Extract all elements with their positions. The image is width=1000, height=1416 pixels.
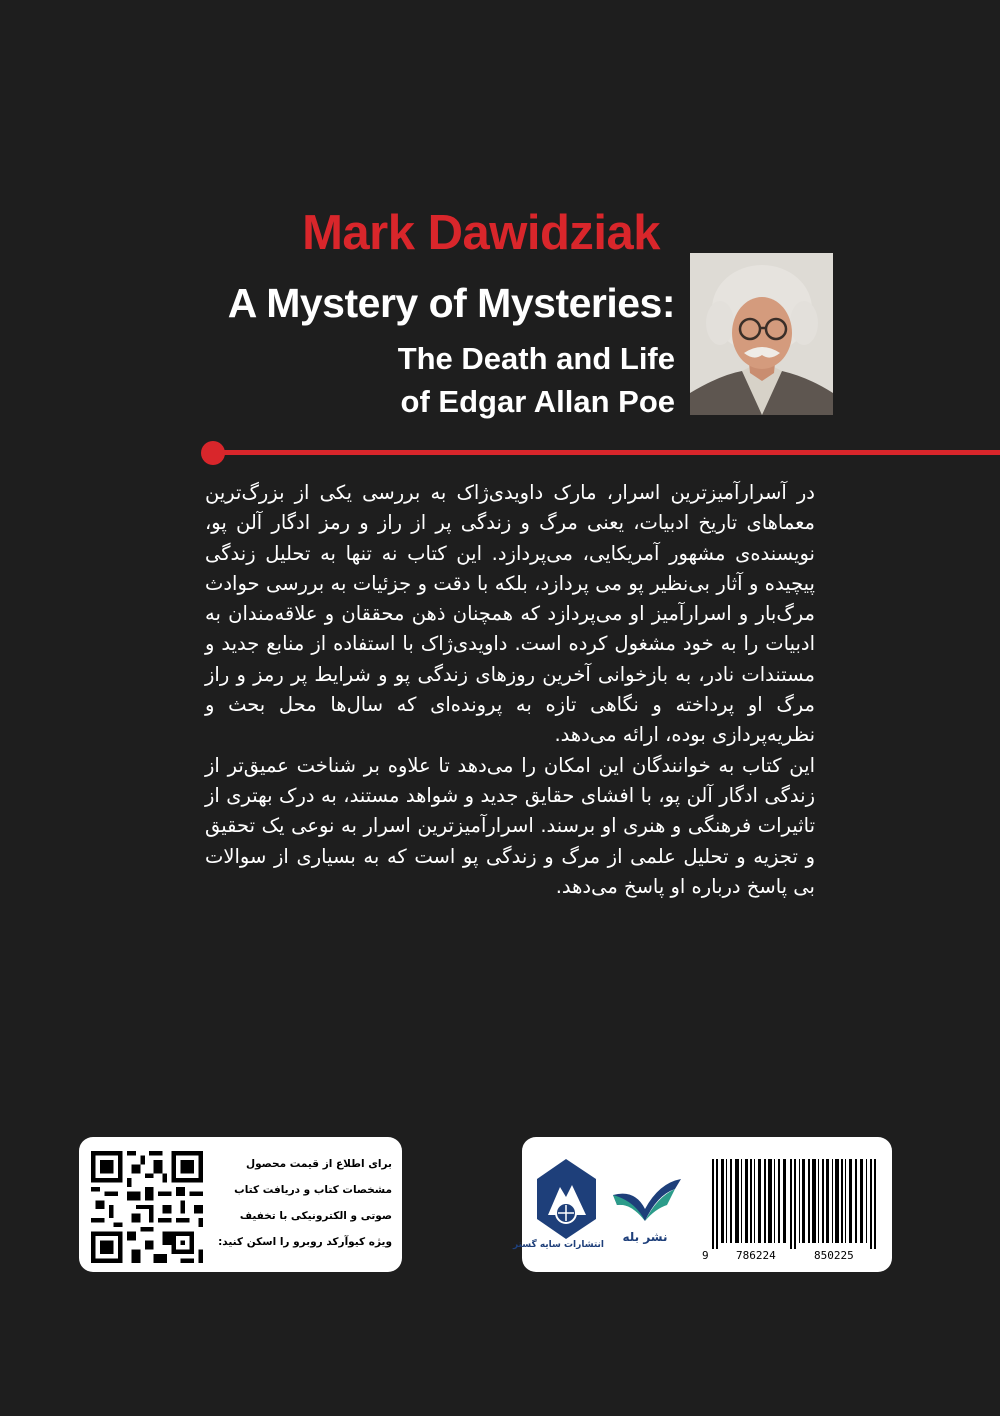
book-title: A Mystery of Mysteries: bbox=[227, 280, 675, 326]
qr-code[interactable] bbox=[91, 1151, 203, 1263]
red-divider-line bbox=[210, 450, 1000, 455]
isbn-barcode bbox=[704, 1159, 884, 1249]
book-subtitle bbox=[398, 337, 675, 423]
author-name: Mark Dawidziak bbox=[302, 206, 660, 260]
publisher-2-name: نشر بله bbox=[622, 1230, 668, 1244]
qr-instruction-line-1: برای اطلاع از قیمت محصول bbox=[245, 1158, 392, 1170]
blurb-paragraph-2: این کتاب به خوانندگان این امکان را می‌دهد تا علاوه بر شناخت عمیق‌تر از زندگی ادگار آلن پو، با افشای حقایق جدید و شواهد مستند، به درک بهتری از تاثیرات فرهنگی و هنری او برسند. اسرارآمیزترین اسرار به نوعی یک تحقیق و تجزیه و تحلیل علمی از مرگ و زندگی پو است که به بسیاری از سوالات بی پاسخ درباره او پاسخ می‌دهد. bbox=[205, 753, 815, 898]
blurb-paragraph-1: در آسرارآمیزترین اسرار، مارک داویدی‌ژاک به بررسی یکی از بزرگ‌ترین معماهای تاریخ ادبیات، یعنی مرگ و زندگی پر از راز و رمز ادگار آلن پو، نویسنده‌ی مشهور آمریکایی، می‌پردازد. این کتاب نه تنها به تحلیل زندگی پیچیده و آثار بی‌نظیر پو می پردازد، بلکه با دقت و جزئیات به بررسی حوادث مرگ‌بار و اسرارآمیز او می‌پردازد که همچنان ذهن محققان و علاقه‌مندان به ادبیات را به خود مشغول کرده است. داویدی‌ژاک با استفاده از منابع جدید و مستندات نادر، به بازخوانی آخرین روزهای زندگی پو و شرایط پر رمز و راز مرگ او پرداخته و نگاهی تازه به پرونده‌ای که سال‌ها محل بحث و نظریه‌پردازی بوده، ارائه می‌دهد. bbox=[205, 481, 815, 747]
qr-instruction-line-3: صوتی و الکترونیکی با تخفیف bbox=[239, 1210, 392, 1222]
author-photo bbox=[690, 253, 833, 415]
qr-instruction-line-2: مشخصات کتاب و دریافت کتاب bbox=[234, 1184, 392, 1196]
publisher-1-name: انتشارات سایه گستر bbox=[513, 1240, 604, 1250]
book-blurb bbox=[205, 478, 815, 902]
qr-instruction-line-4: ویژه کیوآرکد روبرو را اسکن کنید: bbox=[218, 1236, 392, 1248]
publisher-barcode-panel bbox=[513, 1137, 892, 1272]
qr-panel bbox=[79, 1137, 402, 1272]
barcode-digits-group-1: 786224 bbox=[736, 1249, 776, 1262]
qr-instructions bbox=[192, 1151, 392, 1255]
barcode-digits-group-2: 850225 bbox=[814, 1249, 854, 1262]
subtitle-line-2: of Edgar Allan Poe bbox=[400, 384, 675, 419]
red-divider-dot bbox=[201, 441, 225, 465]
barcode-digit-prefix: 9 bbox=[702, 1249, 709, 1262]
subtitle-line-1: The Death and Life bbox=[397, 341, 675, 376]
nashr-baleh-logo-icon bbox=[605, 1165, 685, 1235]
